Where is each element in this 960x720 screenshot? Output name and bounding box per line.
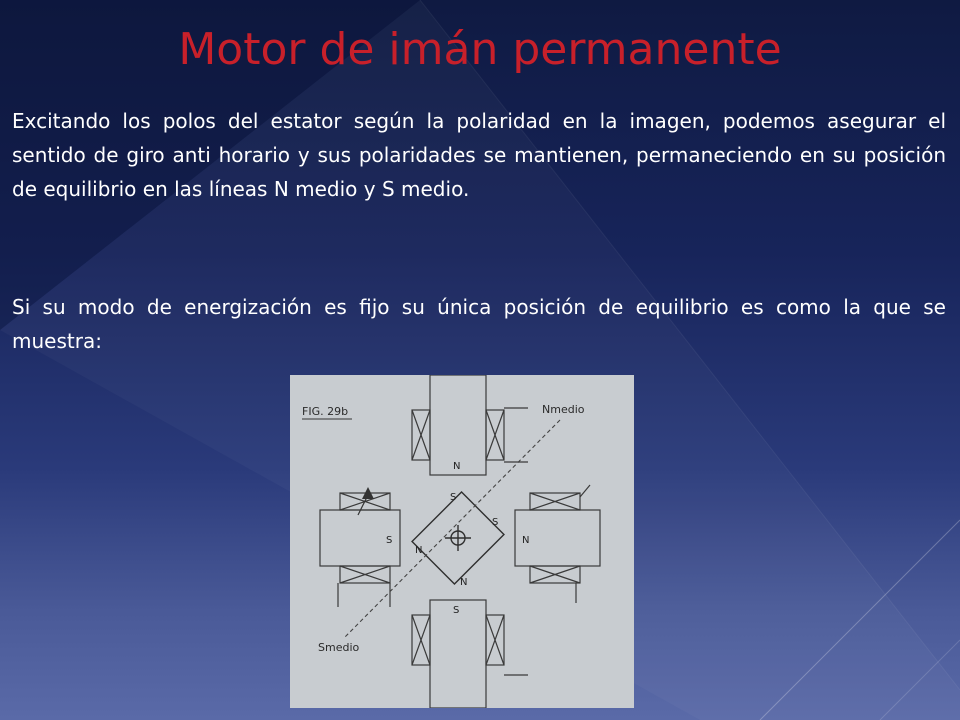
s-medio-label: Smedio (318, 641, 360, 654)
rotor-bottom-label: N (460, 577, 468, 588)
rotor-top-label: S (450, 492, 457, 503)
paragraph-equilibrium: Si su modo de energización es fijo su única posición de equilibrio es como la que se muestra: (12, 295, 946, 353)
top-pole-label: N (453, 461, 461, 472)
slide-title: Motor de imán permanente (178, 24, 782, 75)
right-pole-label: N (522, 535, 530, 546)
rotor-right-label: S (492, 517, 499, 528)
stepper-motor-diagram (290, 375, 634, 708)
left-pole-label: S (386, 535, 393, 546)
figure-caption: FIG. 29b (302, 405, 349, 418)
paragraph-excitation: Excitando los polos del estator según la polaridad en la imagen, podemos asegurar el sentido de giro anti horario y sus polaridades se mantienen, permaneciendo en su posición de equilibrio en las líneas N medio y S medio. (12, 109, 946, 201)
n-medio-label: Nmedio (542, 403, 585, 416)
bottom-pole-label: S (453, 605, 460, 616)
rotor-left-label: N (415, 545, 423, 556)
